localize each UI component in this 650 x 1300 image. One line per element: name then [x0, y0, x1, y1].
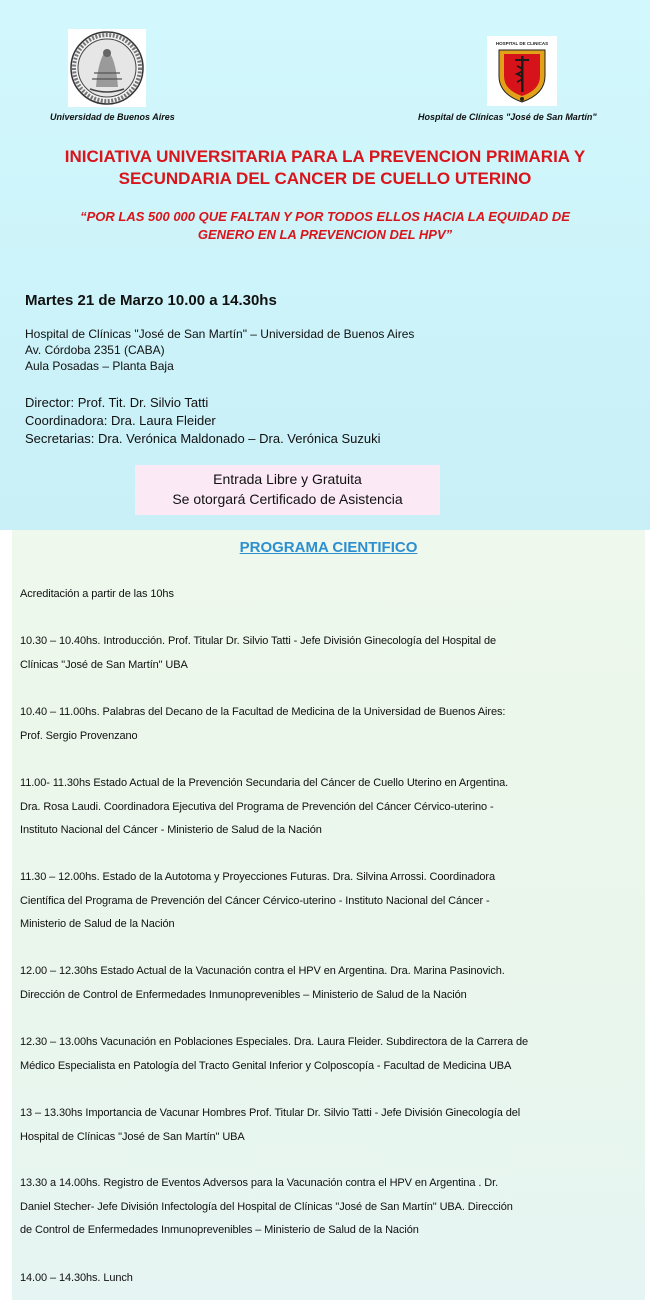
program-line: Dirección de Control de Enfermedades Inmunoprevenibles – Ministerio de Salud de la Nación [20, 988, 467, 1001]
event-date: Martes 21 de Marzo 10.00 a 14.30hs [25, 292, 277, 309]
program-line: Acreditación a partir de las 10hs [20, 588, 174, 600]
hospital-caption: Hospital de Clínicas "José de San Martín" [418, 112, 597, 122]
program-line: Daniel Stecher- Jefe División Infectología del Hospital de Clínicas "José de San Martín" UBA. Dirección [20, 1200, 513, 1213]
program-line: Científica del Programa de Prevención del Cáncer Cérvico-uterino - Instituto Nacional del Cáncer - [20, 894, 490, 907]
staff-line: Secretarias: Dra. Verónica Maldonado – Dra. Verónica Suzuki [25, 431, 381, 446]
program-line: 10.40 – 11.00hs. Palabras del Decano de la Facultad de Medicina de la Universidad de Buenos Aires: [20, 706, 506, 718]
program-line: Prof. Sergio Provenzano [20, 729, 138, 742]
hospital-shield-logo [487, 36, 557, 106]
program-item [20, 1031, 640, 1078]
entrada-line: Entrada Libre y Gratuita [213, 471, 362, 487]
program-line: 11.00- 11.30hs Estado Actual de la Prevención Secundaria del Cáncer de Cuello Uterino en Argentina. [20, 777, 509, 789]
address-line: Aula Posadas – Planta Baja [25, 359, 174, 373]
program-item [20, 960, 640, 1007]
program-line: 12.00 – 12.30hs Estado Actual de la Vacunación contra el HPV en Argentina. Dra. Marina Pasinovich. [20, 965, 505, 977]
uba-caption: Universidad de Buenos Aires [50, 112, 175, 122]
event-title [0, 146, 650, 190]
entrada-box [135, 465, 440, 515]
program-item [20, 1267, 640, 1291]
uba-seal-logo [68, 29, 146, 107]
program-line: 10.30 – 10.40hs. Introducción. Prof. Titular Dr. Silvio Tatti - Jefe División Ginecología del Hospital de [20, 635, 496, 647]
program-line: Médico Especialista en Patología del Tracto Genital Inferior y Colposcopía - Facultad de Medicina UBA [20, 1059, 512, 1072]
event-staff [25, 394, 381, 448]
slogan-line: GENERO EN LA PREVENCION DEL HPV” [197, 227, 453, 242]
staff-line: Coordinadora: Dra. Laura Fleider [25, 413, 216, 428]
program-item [20, 701, 640, 748]
logo-text: HOSPITAL DE CLINICAS [495, 41, 549, 46]
program-item [20, 866, 640, 937]
title-line: INICIATIVA UNIVERSITARIA PARA LA PREVENCION PRIMARIA Y [64, 147, 586, 166]
event-address [25, 326, 414, 374]
staff-line: Director: Prof. Tit. Dr. Silvio Tatti [25, 395, 209, 410]
program-line: 13 – 13.30hs Importancia de Vacunar Hombres Prof. Titular Dr. Silvio Tatti - Jefe División Ginecología del [20, 1107, 521, 1119]
entrada-line: Se otorgará Certificado de Asistencia [172, 491, 403, 507]
program-line: Ministerio de Salud de la Nación [20, 918, 175, 930]
program-item [20, 1102, 640, 1149]
program-line: Clínicas "José de San Martín" UBA [20, 658, 188, 671]
program-item [20, 1172, 640, 1243]
program-item [20, 583, 640, 607]
program-item [20, 772, 640, 843]
program-line: Hospital de Clínicas "José de San Martín" UBA [20, 1130, 245, 1143]
program-line: Instituto Nacional del Cáncer - Ministerio de Salud de la Nación [20, 824, 322, 836]
program-item [20, 630, 640, 677]
program-title: PROGRAMA CIENTIFICO [239, 539, 418, 556]
address-line: Av. Córdoba 2351 (CABA) [25, 343, 165, 357]
address-line: Hospital de Clínicas "José de San Martín" – Universidad de Buenos Aires [25, 327, 415, 341]
event-slogan [20, 208, 630, 244]
program-line: 11.30 – 12.00hs. Estado de la Autotoma y Proyecciones Futuras. Dra. Silvina Arrossi. Coordinadora [20, 871, 495, 883]
slogan-line: “POR LAS 500 000 QUE FALTAN Y POR TODOS ELLOS HACIA LA EQUIDAD DE [80, 209, 570, 224]
title-line: SECUNDARIA DEL CANCER DE CUELLO UTERINO [118, 169, 532, 188]
program-line: Dra. Rosa Laudi. Coordinadora Ejecutiva del Programa de Prevención del Cáncer Cérvico-uterino - [20, 800, 494, 813]
program-line: de Control de Enfermedades Inmunoprevenibles – Ministerio de Salud de la Nación [20, 1224, 419, 1236]
program-line: 12.30 – 13.00hs Vacunación en Poblaciones Especiales. Dra. Laura Fleider. Subdirectora de la Carrera de [20, 1036, 529, 1048]
program-line: 14.00 – 14.30hs. Lunch [20, 1272, 133, 1284]
program-line: 13.30 a 14.00hs. Registro de Eventos Adversos para la Vacunación contra el HPV en Argentina . Dr. [20, 1177, 499, 1189]
